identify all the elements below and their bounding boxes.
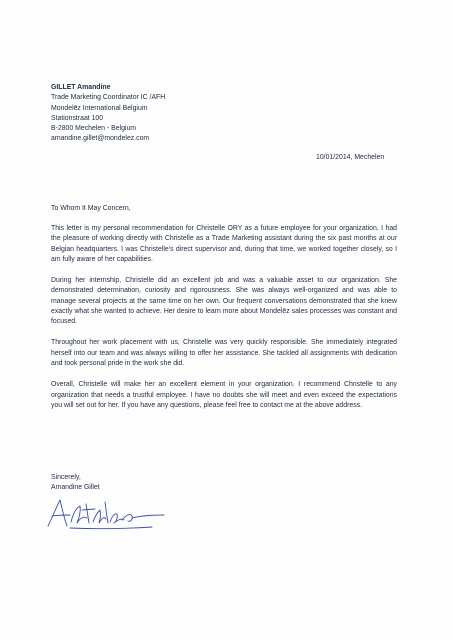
sender-name: GILLET Amandine [51, 84, 111, 91]
valediction: Sincerely, [51, 474, 81, 481]
paragraph-introduction: This letter is my personal recommendation for Christelle ORY as a future employee for your organization. I had the pleasure of working directly with Christelle as a Trade Marketing assistant during the six past months at our Belgian headquarters. I was Christelle’s direct supervisor and, during that time, we worked together closely, so I am fully aware of her capabilities. [51, 225, 397, 263]
paragraph-internship: During her internship, Christelle did an excellent job and was a valuable asset to our organization. She demonstrated determination, curiosity and rigorousness. She was always well-organized and was able to manage several projects at the same time on her own. Our frequent conversations demonstrated that she knew exactly what she wanted to achieve. Her desire to learn more about Mondelēz sales processes was constant and focused. [51, 277, 397, 326]
sender-city: B-2800 Mechelen - Belgium [51, 125, 137, 133]
closing-block [51, 473, 100, 494]
letter-date: 10/01/2014, Mechelen [316, 154, 385, 161]
sender-company: Mondelēz International Belgium [51, 104, 148, 112]
salutation: To Whom It May Concern, [51, 205, 131, 212]
handwritten-signature [40, 496, 170, 532]
sender-email: amandine.gillet@mondelez.com [51, 135, 150, 143]
paragraph-placement: Throughout her work placement with us, Christelle was very quickly responsible. She immediately integrated herself into our team and was always willing to offer her assistance. She tackled all assignments with dedication and took personal pride in the work she did. [51, 339, 397, 368]
sender-street: Stationstraat 100 [51, 114, 104, 122]
signer-name: Amandine Gillet [51, 484, 100, 492]
sender-address-block [51, 83, 271, 145]
sender-title: Trade Marketing Coordinator IC /AFH [51, 94, 166, 102]
letter-body [51, 224, 397, 422]
paragraph-conclusion: Overall, Christelle will make her an excellent element in your organization. I recommend Christelle to any organization that needs a trustful employee. I have no doubts she will meet and even exceed the expectations you will set out for her. If you have any questions, please feel free to contact me at the above address. [51, 381, 397, 409]
